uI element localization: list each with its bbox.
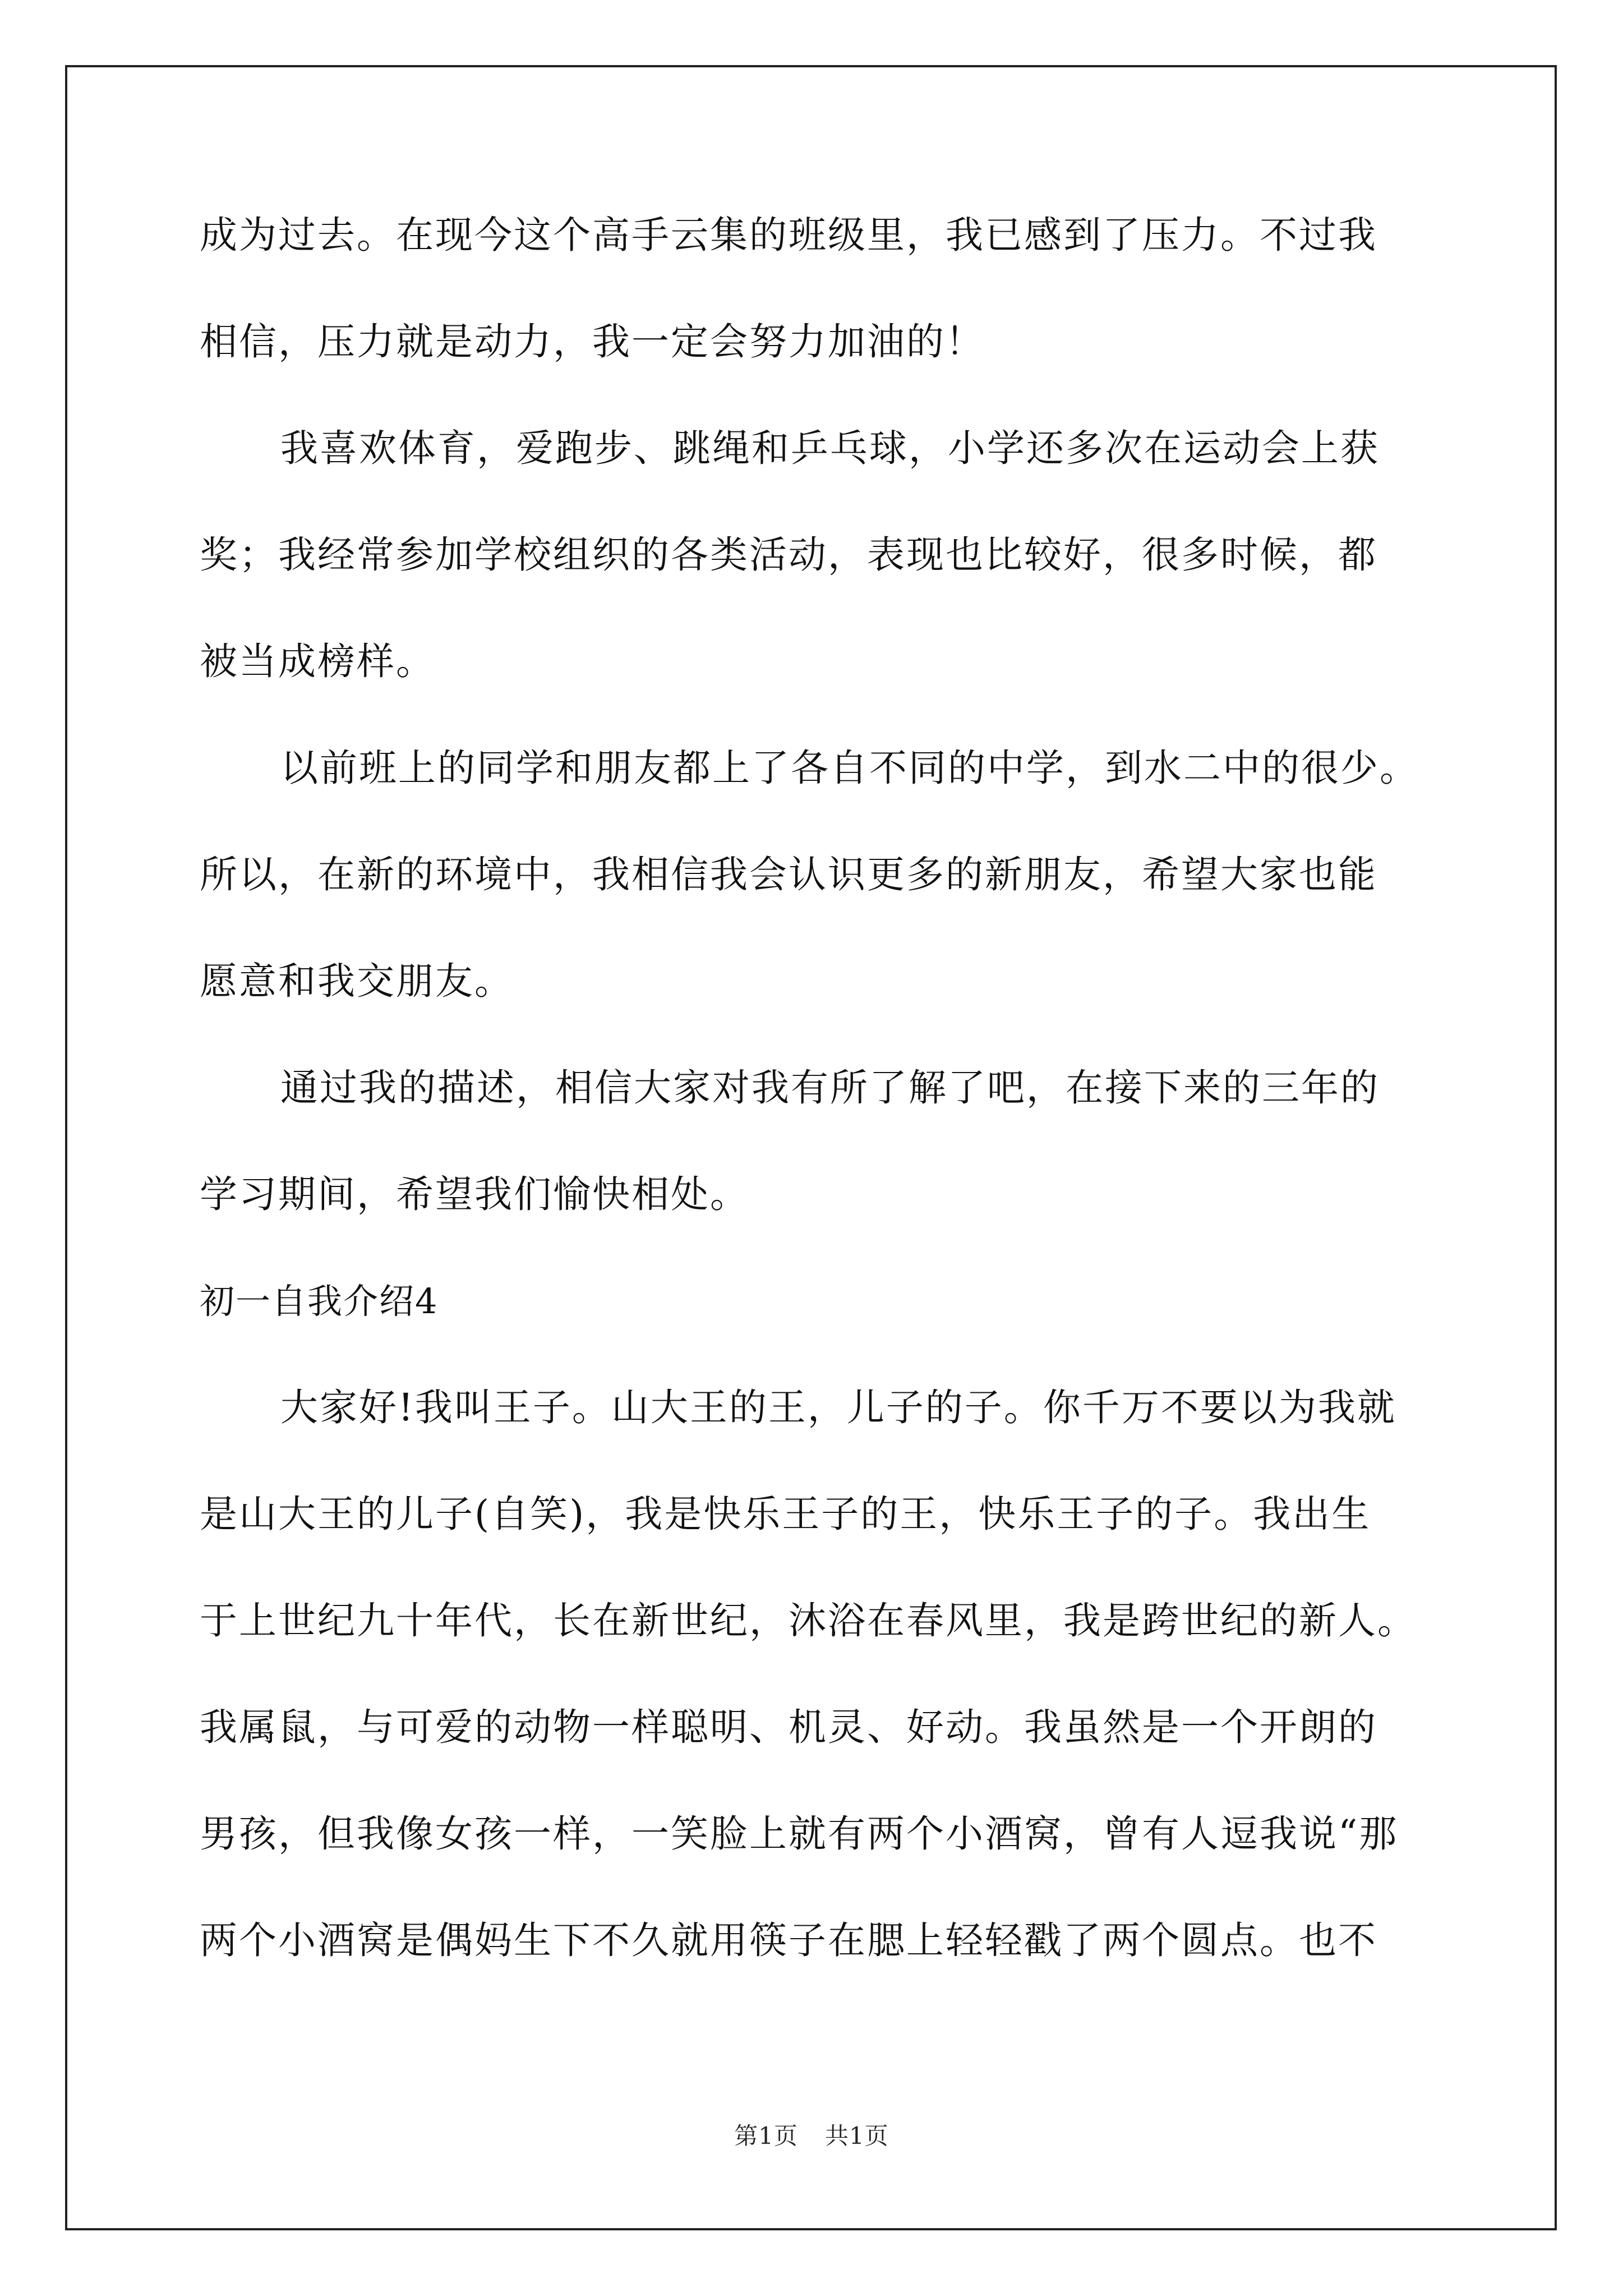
text-line: 于上世纪九十年代，长在新世纪，沐浴在春风里，我是跨世纪的新人。 <box>200 1599 1417 1642</box>
text-line: 我喜欢体育，爱跑步、跳绳和乒乓球，小学还多次在运动会上获 <box>280 426 1380 470</box>
text-line: 男孩，但我像女孩一样，一笑脸上就有两个小酒窝，曾有人逗我说“那 <box>200 1812 1399 1856</box>
text-line: 成为过去。在现今这个高手云集的班级里，我已感到了压力。不过我 <box>200 213 1377 257</box>
text-line: 所以，在新的环境中，我相信我会认识更多的新朋友，希望大家也能 <box>200 853 1377 896</box>
page-footer <box>0 2122 1623 2150</box>
text-line: 奖；我经常参加学校组织的各类活动，表现也比较好，很多时候，都 <box>200 533 1377 577</box>
paragraph <box>200 213 1445 364</box>
text-line: 相信，压力就是动力，我一定会努力加油的！ <box>200 320 985 364</box>
text-line: 被当成榜样。 <box>200 639 435 683</box>
text-line: 通过我的描述，相信大家对我有所了解了吧，在接下来的三年的 <box>280 1066 1380 1110</box>
paragraph <box>200 746 1445 1004</box>
text-line: 学习期间，希望我们愉快相处。 <box>200 1172 749 1216</box>
text-line: 我属鼠，与可爱的动物一样聪明、机灵、好动。我虽然是一个开朗的 <box>200 1705 1377 1749</box>
page-total: 共1页 <box>825 2122 889 2150</box>
paragraph <box>200 1066 1445 1217</box>
text-line: 愿意和我交朋友。 <box>200 959 514 1003</box>
document-body <box>200 213 1445 1963</box>
text-line: 是山大王的儿子(自笑)，我是快乐王子的王，快乐王子的子。我出生 <box>200 1492 1371 1536</box>
text-line: 两个小酒窝是偶妈生下不久就用筷子在腮上轻轻戳了两个圆点。也不 <box>200 1918 1377 1962</box>
paragraph <box>200 426 1445 684</box>
text-line: 大家好!我叫王子。山大王的王，儿子的子。你千万不要以为我就 <box>280 1386 1396 1429</box>
paragraph <box>200 1386 1445 1963</box>
text-line: 以前班上的同学和朋友都上了各自不同的中学，到水二中的很少。 <box>280 746 1419 790</box>
page-number: 第1页 <box>734 2122 798 2150</box>
section-heading: 初一自我介绍4 <box>200 1281 439 1322</box>
